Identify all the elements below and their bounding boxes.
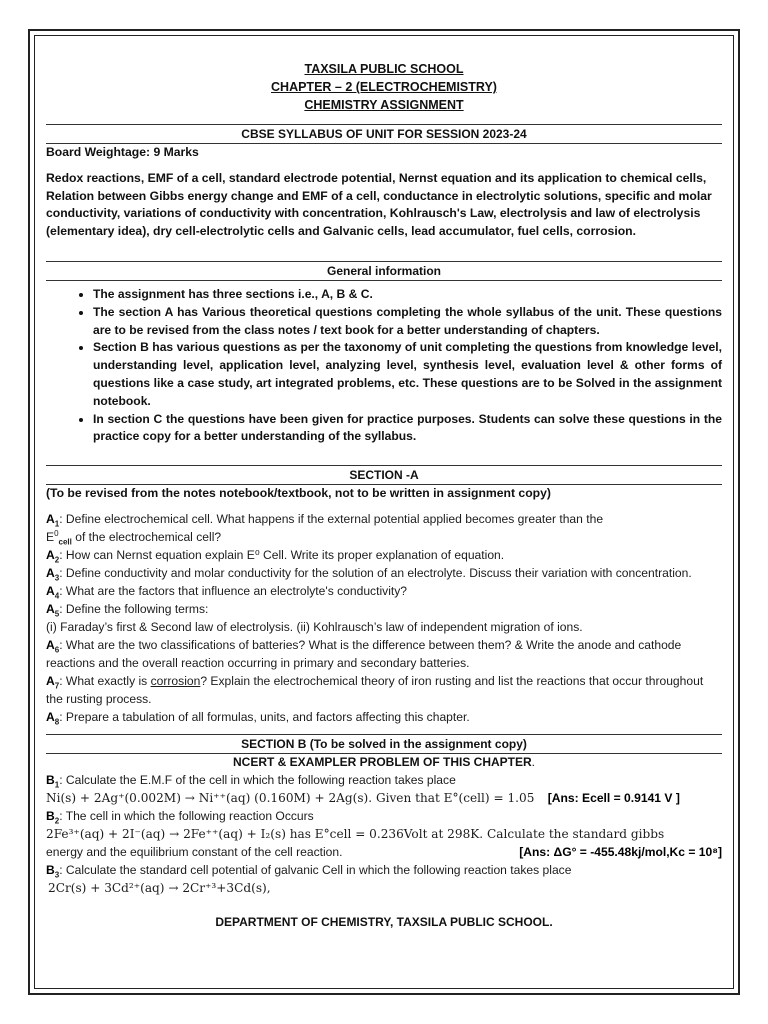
list-item: • The section A has Various theoretical questions completing the whole syllabus of the unit. These questions are to be revised from the class notes / text book for a better understanding of chapters.: [93, 304, 722, 340]
syllabus-topics: Redox reactions, EMF of a cell, standard electrode potential, Nernst equation and its application to chemical cells, Relation between Gibbs energy change and EMF of a cell, conductance in electrolytic solutions, specific and molar conductivity, variations of conductivity with concentration, Kohlrausch's Law, electrolysis and law of electrolysis (elementary idea), dry cell-electrolytic cells and Galvanic cells, lead accumulator, fuel cells, corrosion.: [46, 170, 712, 239]
question-a8: $A_8$: Prepare a tabulation of all formulas, units, and factors affecting this chapter.: [46, 709, 470, 727]
school-title: TAXSILA PUBLIC SCHOOL: [304, 62, 464, 76]
b2-answer: [Ans: ΔG° = -455.48kj/mol,Kc = 10⁸]: [519, 844, 722, 859]
corrosion-term: corrosion: [150, 673, 201, 688]
question-a4: $A_4$: What are the factors that influence an electrolyte's conductivity?: [46, 583, 408, 601]
b1-answer: [Ans: Ecell = 0.9141 V ]: [547, 790, 680, 805]
question-a1: $A_1$: Define electrochemical cell. What happens if the external potential applied becomes greater than the $E^0_{cell}$ of the electrochemical cell?: [46, 511, 604, 547]
list-item: • Section B has various questions as per the taxonomy of unit completing the questions from knowledge level, understanding level, application level, analyzing level, synthesis level, evaluation level & other forms of questions like a case study, art integrated problems, etc. These questions are to be Solved in the assignment notebook.: [93, 339, 722, 410]
b1-reaction: Ni(s) + 2Ag⁺(0.002M) → Ni⁺⁺(aq) (0.160M) + 2Ag(s). Given that E°(cell) = 1.05: [46, 790, 535, 805]
divider: [46, 280, 722, 281]
question-b3: $B_3$: Calculate the standard cell potential of galvanic Cell in which the following reaction takes place 2Cr(s) + 3Cd²⁺(aq) → 2Cr⁺³+3Cd(s),: [46, 862, 572, 895]
assignment-title: CHEMISTRY ASSIGNMENT: [304, 98, 464, 112]
b2-reaction: 2Fe³⁺(aq) + 2I⁻(aq) → 2Fe⁺⁺(aq) + I₂(s) has E°cell = 0.236Volt at 298K. Calculate the standard gibbs: [46, 826, 665, 841]
question-b1: $B_1$: Calculate the E.M.F of the cell in which the following reaction takes place Ni(s) + 2Ag⁺(0.002M) → Ni⁺⁺(aq) (0.160M) + 2Ag(s). Given that E°(cell) = 1.05 [Ans: Ecell = 0.9141 V ]: [46, 772, 680, 805]
b3-reaction: 2Cr(s) + 3Cd²⁺(aq) → 2Cr⁺³+3Cd(s),: [48, 880, 271, 895]
section-a-title: SECTION -A: [349, 468, 419, 483]
question-a5: $A_5$: Define the following terms: (i) Faraday’s first & Second law of electrolysis. (ii) Kohlrausch’s law of independent migration of ions.: [46, 601, 583, 634]
divider: [46, 124, 722, 125]
divider: [46, 261, 722, 262]
board-weightage: Board Weightage: 9 Marks: [46, 145, 199, 159]
question-a2: $A_2$: How can Nernst equation explain E⁰ Cell. Write its proper explanation of equation.: [46, 547, 505, 565]
question-a3: $A_3$: Define conductivity and molar conductivity for the solution of an electrolyte. Discuss their variation with concentration.: [46, 565, 692, 583]
general-info-title: General information: [326, 263, 442, 278]
question-b2: $B_2$: The cell in which the following reaction Occurs 2Fe³⁺(aq) + 2I⁻(aq) → 2Fe⁺⁺(aq) + I₂(s) has E°cell = 0.236Volt at 298K. Calculate the standard gibbs energy and the equilibrium constant of the cell reaction. [Ans: ΔG° = -455.48kj/mol,Kc = 10⁸]: [46, 808, 722, 859]
list-item: • The assignment has three sections i.e., A, B & C.: [93, 286, 722, 304]
question-a6: $A_6$: What are the two classifications of batteries? What is the difference between them? & Write the anode and cathode reactions and the overall reaction occurring in primary and secondary batteries.: [46, 637, 682, 670]
section-a-note: (To be revised from the notes notebook/textbook, not to be written in assignment copy): [46, 486, 551, 501]
divider: [46, 465, 722, 466]
general-info-list: [46, 286, 722, 446]
section-b-subtitle: NCERT & EXAMPLER PROBLEM OF THIS CHAPTER.: [232, 754, 536, 769]
document-header: [46, 60, 722, 114]
document-content: [46, 58, 722, 929]
list-item: • In section C the questions have been given for practice purposes. Students can solve these questions in the practice copy for a better understanding of the syllabus.: [93, 411, 722, 447]
chapter-title: CHAPTER – 2 (ELECTROCHEMISTRY): [271, 80, 497, 94]
divider: [46, 734, 722, 735]
document-footer: DEPARTMENT OF CHEMISTRY, TAXSILA PUBLIC SCHOOL.: [215, 914, 553, 929]
section-b-title: SECTION B (To be solved in the assignment copy): [241, 736, 527, 751]
question-a7: $A_7$: What exactly is corrosion? Explain the electrochemical theory of iron rusting and list the reactions that occur throughout the rusting process.: [46, 673, 704, 706]
syllabus-title: CBSE SYLLABUS OF UNIT FOR SESSION 2023-24: [241, 127, 527, 141]
